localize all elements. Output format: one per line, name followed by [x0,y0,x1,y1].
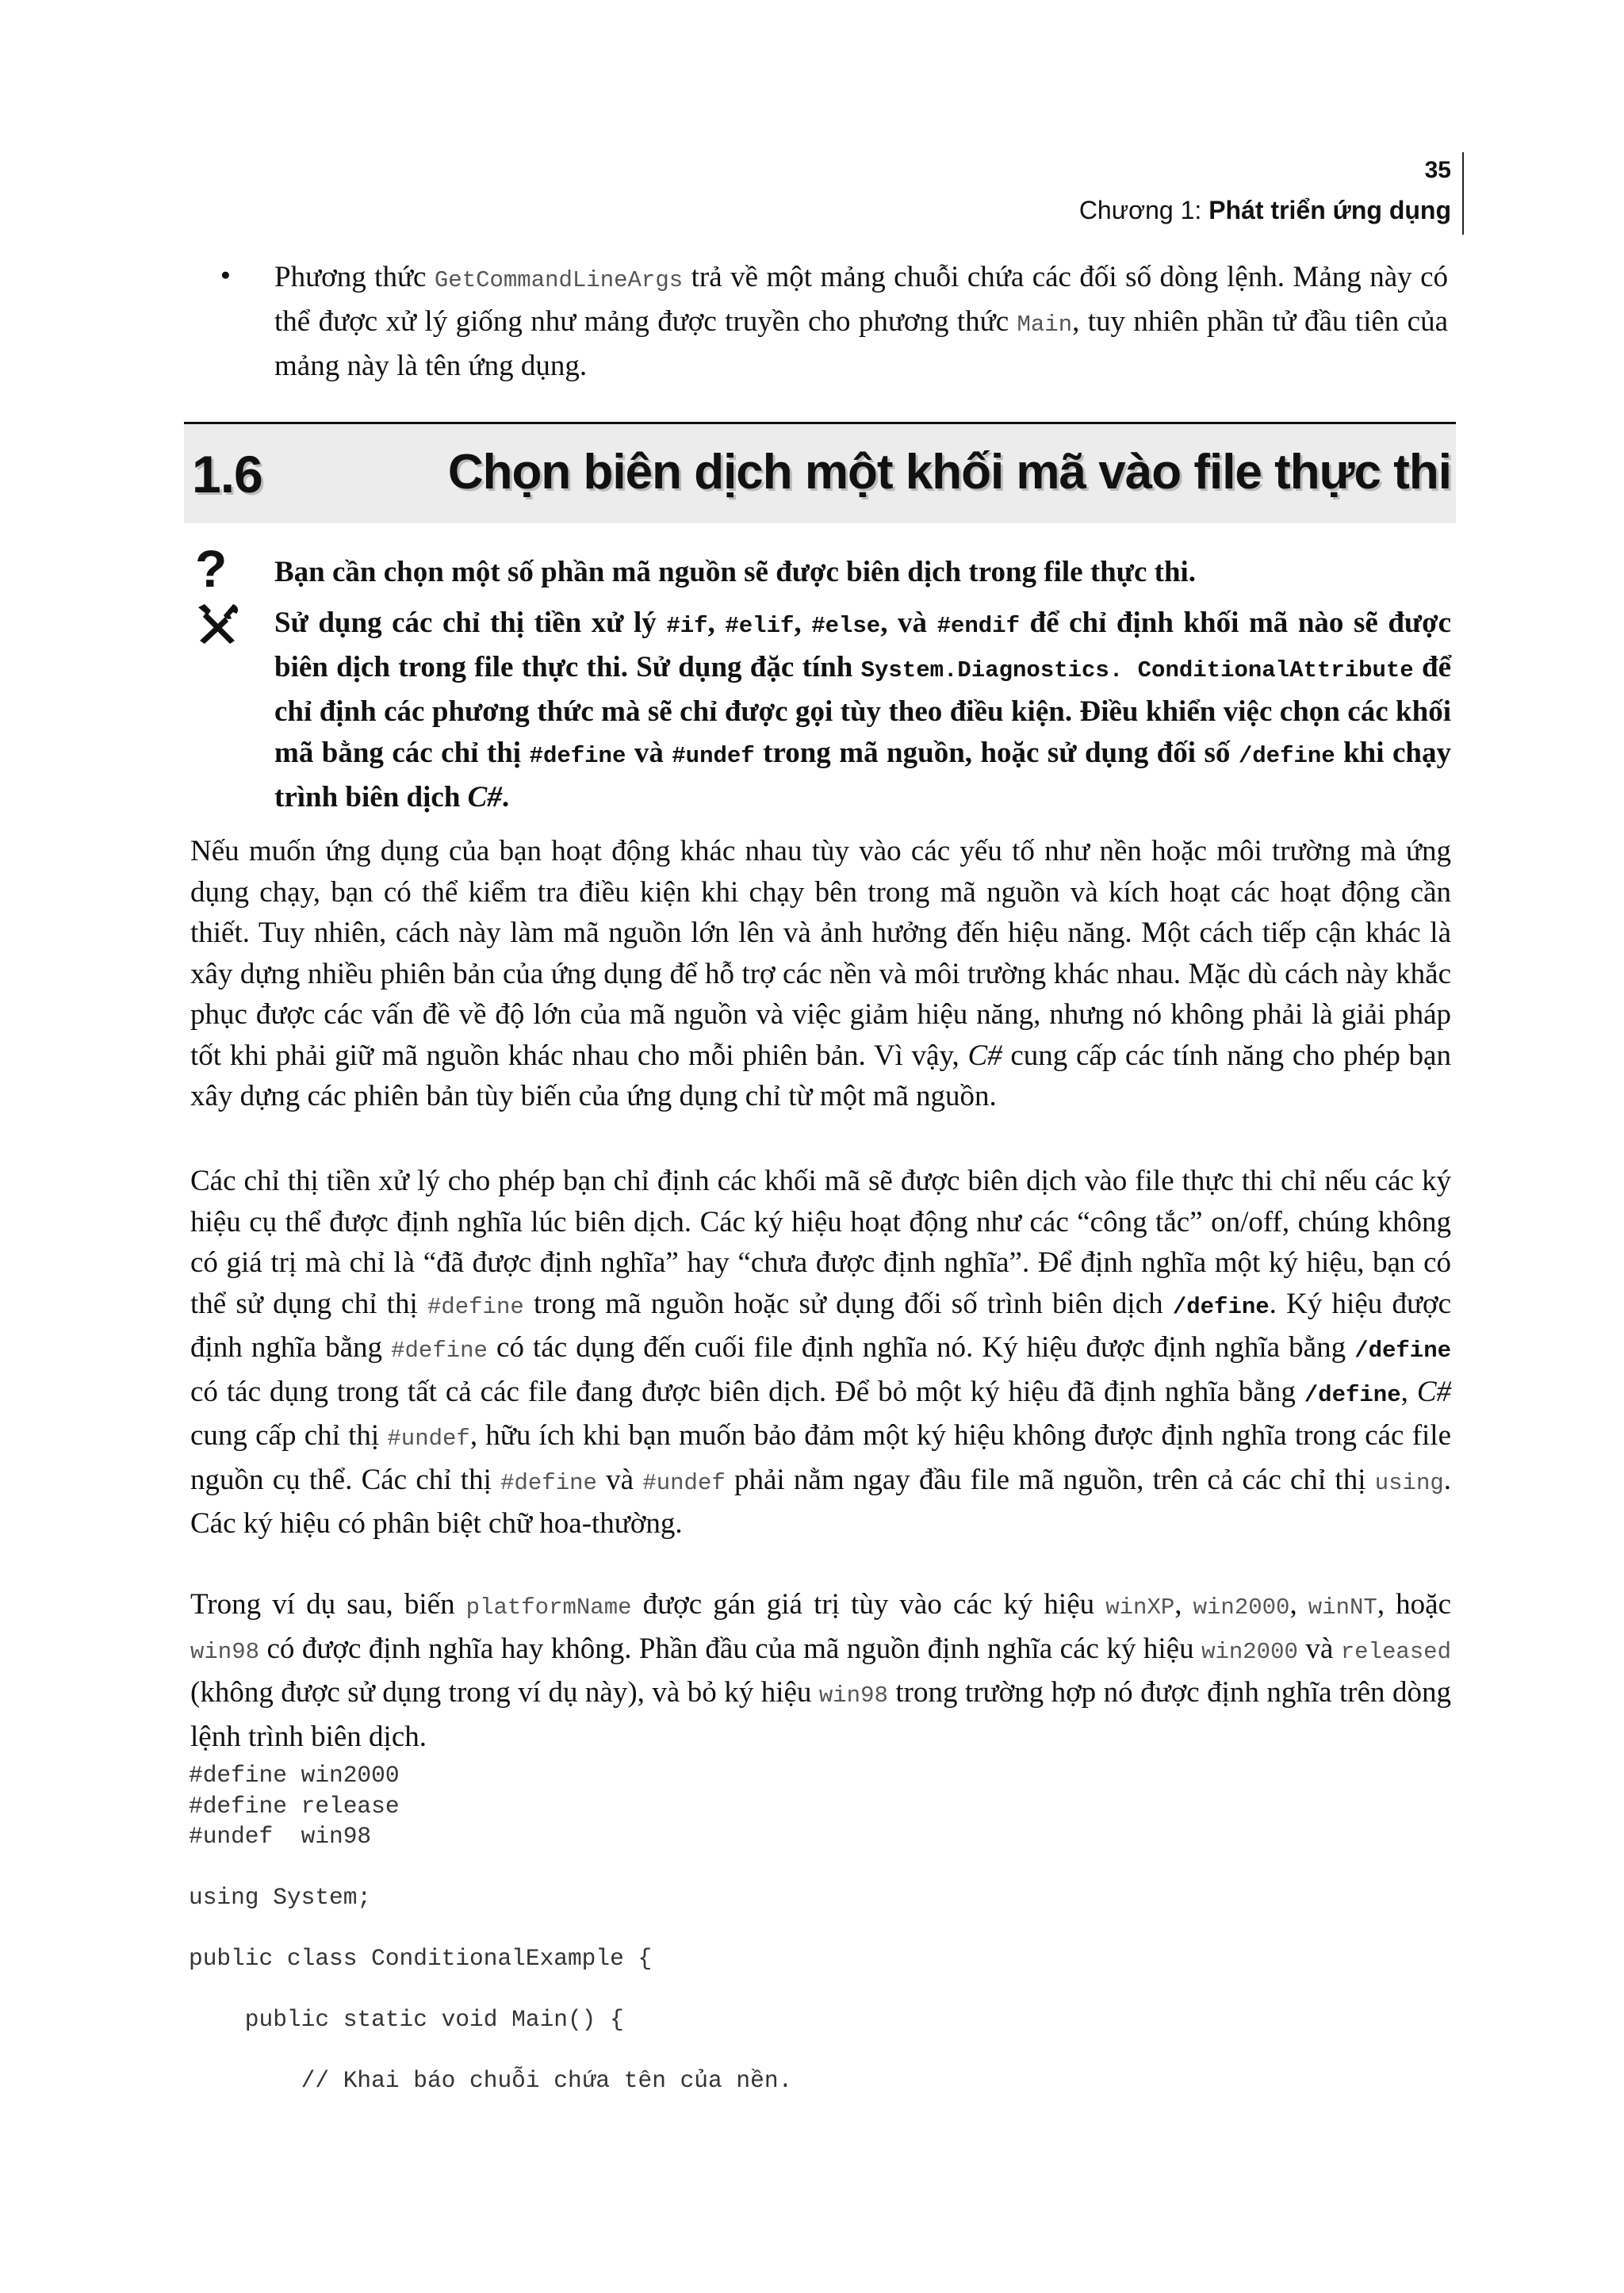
inline-code: win98 [818,1682,888,1709]
language-name: C# [467,781,502,813]
inline-code: using [1374,1469,1444,1496]
text: Nếu muốn ứng dụng của bạn hoạt động khác nhau tùy vào các yếu tố như nền hoặc môi trường mà ứng dụng chạy, bạn có thể kiểm tra điều kiện khi chạy bên trong mã nguồn và kích hoạt các hoạt động cần thiết. Tuy nhiên, cách này làm mã nguồn lớn lên và ảnh hưởng đến hiệu năng. Một cách tiếp cận khác là xây dựng nhiều phiên bản của ứng dụng để hỗ trợ các nền và môi trường khác nhau. Mặc dù cách này khắc phục được các vấn đề về độ lớn của mã nguồn và việc giảm hiệu năng, nhưng nó không phải là giải pháp tốt khi phải giữ mã nguồn khác nhau cho mỗi phiên bản. Vì vậy, [190,835,1451,1072]
inline-code: System.Diagnostics. ConditionalAttribute [860,657,1414,683]
text: và [596,1463,643,1496]
text: và [626,737,672,769]
text: và [1297,1632,1341,1665]
inline-code: /define [1238,743,1335,769]
text: trong mã nguồn, hoặc sử dụng đối số [754,737,1239,769]
inline-code: win2000 [1193,1594,1290,1621]
inline-code: /define [1354,1338,1452,1364]
text: phải nằm ngay đầu file mã nguồn, trên cả các chỉ thị [725,1463,1375,1496]
text: có tác dụng đến cuối file định nghĩa nó. Ký hiệu được định nghĩa bằng [487,1331,1355,1364]
body-paragraph [190,831,1451,1117]
text: có được định nghĩa hay không. Phần đầu của mã nguồn định nghĩa các ký hiệu [259,1632,1202,1665]
text: Trong ví dụ sau, biến [190,1588,466,1621]
inline-code: #undef [642,1469,726,1496]
text: , [794,607,812,639]
text: . Các ký hiệu có phân biệt chữ hoa-thường. [190,1463,1451,1540]
question-icon: ? [195,539,228,598]
inline-code: #define [427,1293,524,1320]
bullet-dot-icon: ● [220,265,231,284]
inline-code: #define [391,1338,488,1364]
chapter-prefix: Chương 1: [1078,196,1209,224]
section-number: 1.6 [192,445,262,503]
text: Các chỉ thị tiền xử lý cho phép bạn chỉ định các khối mã sẽ được biên dịch vào file thực thi chỉ nếu các ký hiệu cụ thể được định nghĩa lúc biên dịch. Các ký hiệu hoạt động như các “công tắc” on/off, chúng không có giá trị mà chỉ là “đã được định nghĩa” hay “chưa được định nghĩa”. Để định nghĩa một ký hiệu, bạn có thể sử dụng chỉ thị [190,1165,1451,1320]
text: được gán giá trị tùy vào các ký hiệu [631,1588,1106,1621]
text: Sử dụng các chỉ thị tiền xử lý [274,607,667,639]
tools-icon [193,601,241,645]
text: khi chạy trình biên dịch [274,737,1451,813]
text: , hữu ích khi bạn muốn bảo đảm một ký hiệu không được định nghĩa trong các file nguồn cụ thể. Các chỉ thị [190,1419,1451,1496]
inline-code: Main [1017,312,1073,338]
running-header [1079,155,1451,228]
solution-statement [274,603,1451,818]
section-title: Chọn biên dịch một khối mã vào file thực thi [447,445,1451,500]
text: cung cấp chỉ thị [190,1419,388,1452]
text: (không được sử dụng trong ví dụ này), và bỏ ký hiệu [190,1676,819,1709]
text: trong trường hợp nó được định nghĩa trên dòng lệnh trình biên dịch. [190,1676,1451,1753]
text: . Ký hiệu được định nghĩa bằng [190,1287,1451,1364]
text: Phương thức [274,261,435,293]
text: trong mã nguồn hoặc sử dụng đối số trình biên dịch [523,1287,1173,1320]
text: cung cấp các tính năng cho phép bạn xây dựng các phiên bản tùy biến của ứng dụng chỉ từ một mã nguồn. [190,1039,1451,1112]
text: . [501,781,510,813]
language-name: C# [967,1039,1002,1072]
text: , [1174,1588,1193,1621]
inline-code: #if [666,613,708,639]
inline-code: released [1340,1638,1451,1665]
header-divider [1462,152,1464,235]
inline-code: #endif [936,613,1020,639]
code-listing: #define win2000 #define release #undef win98 using System; public class ConditionalExample { public static void Main() { // Khai báo chuỗi chứa tên của nền. [189,1762,793,2094]
page-number: 35 [1424,157,1451,183]
inline-code: #undef [387,1426,470,1452]
inline-code: GetCommandLineArgs [434,267,684,293]
inline-code: win98 [190,1638,260,1665]
text: , và [880,607,937,639]
text: , [707,607,726,639]
inline-code: #elif [725,613,795,639]
text: , hoặc [1377,1588,1452,1621]
body-paragraph [190,1161,1451,1545]
text: trả về một mảng chuỗi chứa các đối số dòng lệnh. Mảng này có thể được xử lý giống như mảng được truyền cho phương thức [274,261,1449,338]
inline-code: /define [1172,1293,1270,1320]
problem-statement: Bạn cần chọn một số phần mã nguồn sẽ được biên dịch trong file thực thi. [274,556,1197,588]
inline-code: #else [811,613,881,639]
inline-code: win2000 [1201,1638,1298,1665]
inline-code: platformName [465,1594,632,1621]
inline-code: /define [1304,1381,1401,1408]
body-paragraph [190,1584,1451,1757]
text: , [1289,1588,1308,1621]
bullet-item [274,257,1448,387]
inline-code: #define [500,1469,597,1496]
text: , [1400,1375,1417,1408]
inline-code: #define [529,743,626,769]
chapter-title: Phát triển ứng dụng [1208,196,1451,224]
text: để chỉ định khối mã nào sẽ được biên dịch trong file thực thi. Sử dụng đặc tính [274,607,1452,683]
text: để chỉ định các phương thức mà sẽ chỉ được gọi tùy theo điều kiện. Điều khiển việc chọn các khối mã bằng các chỉ thị [274,651,1451,769]
chapter-heading [1079,192,1451,228]
language-name: C# [1416,1375,1451,1408]
inline-code: winNT [1308,1594,1377,1621]
inline-code: #undef [672,743,755,769]
inline-code: winXP [1105,1594,1175,1621]
text: có tác dụng trong tất cả các file đang được biên dịch. Để bỏ một ký hiệu đã định nghĩa bằng [190,1375,1304,1408]
text: , tuy nhiên phần tử đầu tiên của mảng này là tên ứng dụng. [274,305,1448,382]
